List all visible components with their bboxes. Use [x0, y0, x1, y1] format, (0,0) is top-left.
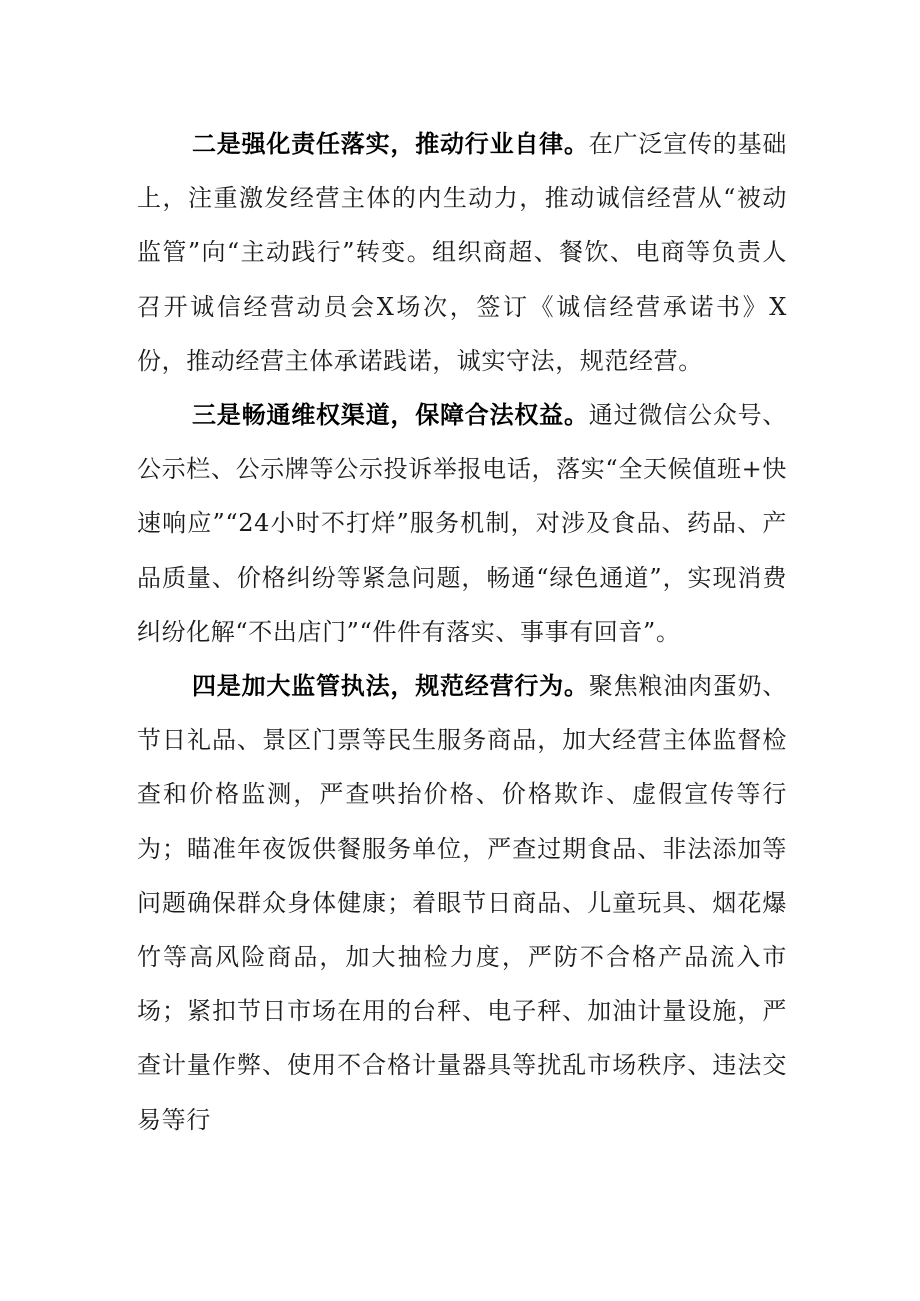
paragraph-body-text: 通过微信公众号、公示栏、公示牌等公示投诉举报电话，落实“全天候值班+快速响应”“24小时不打烊”服务机制，对涉及食品、药品、产品质量、价格纠纷等紧急问题，畅通“绿色通道”，实现消费纠纷化解“不出店门”“件件有落实、事事有回音”。 — [137, 401, 787, 646]
paragraph-responsibility — [137, 117, 787, 388]
paragraph-supervision — [137, 659, 787, 1147]
paragraph-lead-heading: 二是强化责任落实，推动行业自律。 — [192, 129, 589, 158]
document-body — [137, 117, 787, 1147]
paragraph-body-text: 在广泛宣传的基础上，注重激发经营主体的内生动力，推动诚信经营从“被动监管”向“主动践行”转变。组织商超、餐饮、电商等负责人召开诚信经营动员会X场次，签订《诚信经营承诺书》X份，推动经营主体承诺践诺，诚实守法，规范经营。 — [137, 130, 787, 375]
paragraph-lead-heading: 三是畅通维权渠道，保障合法权益。 — [192, 400, 589, 430]
paragraph-lead-heading: 四是加大监管执法，规范经营行为。 — [192, 671, 589, 701]
paragraph-rights-protection — [137, 388, 787, 659]
paragraph-body-text: 聚焦粮油肉蛋奶、节日礼品、景区门票等民生服务商品，加大经营主体监督检查和价格监测，严查哄抬价格、价格欺诈、虚假宣传等行为；瞄准年夜饭供餐服务单位，严查过期食品、非法添加等问题确保群众身体健康；着眼节日商品、儿童玩具、烟花爆竹等高风险商品，加大抽检力度，严防不合格产品流入市场；紧扣节日市场在用的台秤、电子秤、加油计量设施，严查计量作弊、使用不合格计量器具等扰乱市场秩序、违法交易等行 — [137, 672, 787, 1134]
